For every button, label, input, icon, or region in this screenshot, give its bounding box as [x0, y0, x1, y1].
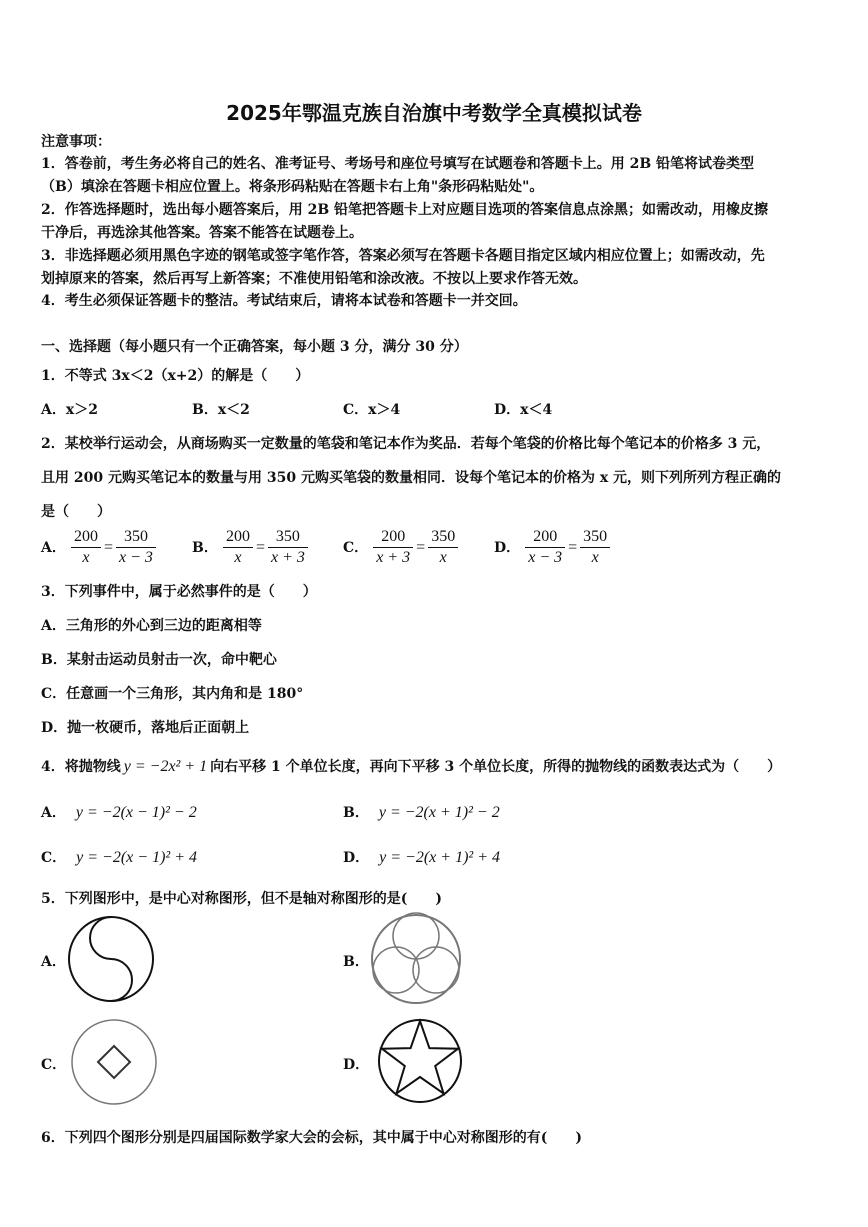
- question-4-stem: 4．将抛物线 y = −2x² + 1 向右平移 1 个单位长度，再向下平移 3 个单位长度，所得的抛物线的函数表达式为（ ）: [41, 758, 782, 775]
- question-5-stem: 5．下列图形中，是中心对称图形，但不是轴对称图形的是( ): [41, 891, 442, 907]
- formula: y = −2(x + 1)² − 2: [378, 804, 500, 821]
- question-1-stem: 1．不等式 3x＜2（x+2）的解是（ ）: [41, 368, 310, 384]
- notice-line: 3．非选择题必须用黑色字迹的钢笔或签字笔作答，答案必须写在答题卡各题目指定区域内相应位置上；如需改动，先: [41, 248, 765, 264]
- notice-line: 4．考生必须保证答题卡的整洁。考试结束后，请将本试卷和答题卡一并交回。: [41, 293, 527, 309]
- formula: y = −2(x − 1)² − 2: [75, 804, 197, 821]
- q4-option-d: D． y = −2(x + 1)² + 4: [343, 849, 500, 866]
- notice-heading: 注意事项：: [41, 134, 111, 150]
- fraction: $\frac{200}{x + 3}$: [373, 527, 413, 568]
- formula: y = −2x² + 1: [123, 758, 208, 775]
- q5-option-c-label: C．: [41, 1057, 67, 1073]
- formula: y = −2(x + 1)² + 4: [379, 849, 500, 866]
- q4-option-a: A． y = −2(x − 1)² − 2: [41, 804, 197, 821]
- question-2-line: 且用 200 元购买笔记本的数量与用 350 元购买笔袋的数量相同．设每个笔记本的价格为 x 元，则下列所列方程正确的: [41, 470, 782, 486]
- q1-option-b: B．x＜2: [192, 402, 250, 418]
- q5-option-a-label: A．: [41, 954, 66, 970]
- q1-option-c: C．x＞4: [343, 402, 401, 418]
- fraction: $\frac{200}{x}$: [71, 527, 101, 568]
- fraction: $\frac{350}{x}$: [580, 527, 610, 568]
- taiji-figure: [66, 914, 158, 1004]
- q2-option-c: C． $\frac{200}{x + 3}$ = $\frac{350}{x}$: [343, 527, 458, 568]
- option-label: D．: [494, 540, 521, 556]
- notice-line: 2．作答选择题时，选出每小题答案后，用 2B 铅笔把答题卡上对应题目选项的答案信息点涂黑；如需改动，用橡皮擦: [41, 202, 769, 218]
- fraction: $\frac{350}{x}$: [428, 527, 458, 568]
- fraction: $\frac{350}{x + 3}$: [268, 527, 308, 568]
- q1-option-a: A．x＞2: [41, 402, 98, 418]
- section-heading: 一、选择题（每小题只有一个正确答案，每小题 3 分，满分 30 分）: [41, 339, 468, 355]
- q3-option-c: C．任意画一个三角形，其内角和是 180°: [41, 686, 304, 702]
- option-label: A．: [41, 540, 66, 556]
- fraction: $\frac{200}{x}$: [223, 527, 253, 568]
- notice-line: 划掉原来的答案，然后再写上新答案；不准使用铅笔和涂改液。不按以上要求作答无效。: [41, 271, 587, 287]
- three-arcs-figure: [368, 912, 464, 1006]
- formula: y = −2(x − 1)² + 4: [76, 849, 197, 866]
- question-2-line: 2．某校举行运动会，从商场购买一定数量的笔袋和笔记本作为奖品．若每个笔袋的价格比每个笔记本的价格多 3 元，: [41, 436, 771, 452]
- star-in-circle-figure: [375, 1016, 465, 1106]
- question-2-line: 是（ ）: [41, 504, 111, 520]
- q3-option-d: D．抛一枚硬币，落地后正面朝上: [41, 720, 250, 736]
- page-title: 2025年鄂温克族自治旗中考数学全真模拟试卷: [226, 101, 642, 125]
- q2-option-a: A． $\frac{200}{x}$ = $\frac{350}{x - 3}$: [41, 527, 156, 568]
- q4-option-c: C． y = −2(x − 1)² + 4: [41, 849, 197, 866]
- q2-option-b: B． $\frac{200}{x}$ = $\frac{350}{x + 3}$: [192, 527, 308, 568]
- q1-option-d: D．x＜4: [494, 402, 553, 418]
- question-3-stem: 3．下列事件中，属于必然事件的是（ ）: [41, 584, 317, 600]
- question-6-stem: 6．下列四个图形分别是四届国际数学家大会的会标，其中属于中心对称图形的有( ): [41, 1130, 582, 1146]
- option-label: B．: [192, 540, 218, 556]
- q5-option-b-label: B．: [343, 954, 369, 970]
- q5-option-d-label: D．: [343, 1057, 370, 1073]
- notice-line: 干净后，再选涂其他答案。答案不能答在试题卷上。: [41, 225, 363, 241]
- fraction: $\frac{200}{x - 3}$: [525, 527, 565, 568]
- q3-option-a: A．三角形的外心到三边的距离相等: [41, 618, 262, 634]
- notice-line: （B）填涂在答题卡相应位置上。将条形码粘贴在答题卡右上角"条形码粘贴处"。: [41, 179, 544, 195]
- q3-option-b: B．某射击运动员射击一次，命中靶心: [41, 652, 277, 668]
- q2-option-d: D． $\frac{200}{x - 3}$ = $\frac{350}{x}$: [494, 527, 610, 568]
- q4-option-b: B． y = −2(x + 1)² − 2: [343, 804, 500, 821]
- notice-line: 1．答卷前，考生务必将自己的姓名、准考证号、考场号和座位号填写在试题卷和答题卡上。用 2B 铅笔将试卷类型: [41, 156, 755, 172]
- option-label: C．: [343, 540, 369, 556]
- coin-diamond-figure: [68, 1014, 160, 1108]
- fraction: $\frac{350}{x - 3}$: [116, 527, 156, 568]
